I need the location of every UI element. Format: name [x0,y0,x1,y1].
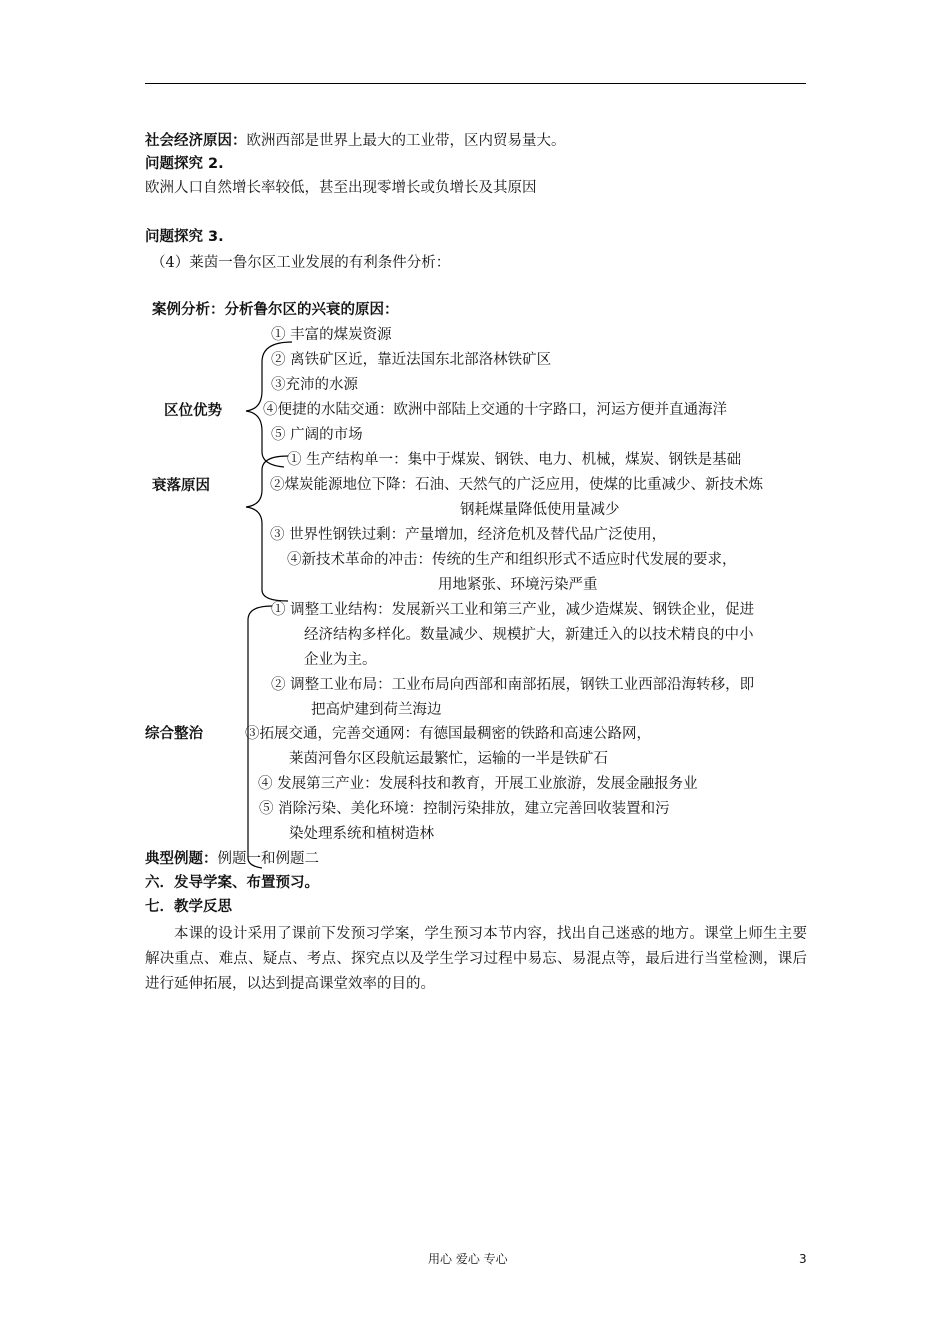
location-item: ③充沛的水源 [271,377,358,393]
governance-item: ③拓展交通，完善交通网：有德国最稠密的铁路和高速公路网， [245,726,651,742]
section-6-heading: 六．发导学案、布置预习。 [145,875,319,891]
q2-title: 问题探究 2. [145,156,224,172]
decline-item: 用地紧张、环境污染严重 [438,577,598,593]
q3-title: 问题探究 3. [145,229,224,245]
governance-item: ⑤ 消除污染、美化环境：控制污染排放，建立完善回收装置和污 [259,801,670,817]
decline-label: 衰落原因 [152,478,210,494]
reflection-paragraph: 本课的设计采用了课前下发预习学案，学生预习本节内容，找出自己迷惑的地方。课堂上师生主要解决重点、难点、疑点、考点、探究点以及学生学习过程中易忘、易混点等，最后进行当堂检测，课后进行延伸拓展，以达到提高课堂效率的目的。 [145,926,807,992]
decline-item: ① 生产结构单一：集中于煤炭、钢铁、电力、机械，煤炭、钢铁是基础 [287,452,742,468]
page-number: 3 [799,1252,807,1266]
examples-line [145,849,319,869]
decline-item: ②煤炭能源地位下降：石油、天然气的广泛应用，使煤的比重减少、新技术炼 [270,477,763,493]
location-item: ⑤ 广阔的市场 [271,427,363,443]
case-title: 案例分析：分析鲁尔区的兴衰的原因： [152,302,399,318]
governance-item: 莱茵河鲁尔区段航运最繁忙，运输的一半是铁矿石 [289,751,608,767]
q2-text: 欧洲人口自然增长率较低，甚至出现零增长或负增长及其原因 [145,180,537,196]
decline-item: ③ 世界性钢铁过剩：产量增加，经济危机及替代品广泛使用， [270,527,667,543]
location-item: ① 丰富的煤炭资源 [271,327,392,343]
decline-item: ④新技术革命的冲击：传统的生产和组织形式不适应时代发展的要求， [287,552,737,568]
socio-label: 社会经济原因： [145,133,247,149]
governance-item: ④ 发展第三产业：发展科技和教育，开展工业旅游，发展金融报务业 [258,776,698,792]
governance-item: 染处理系统和植树造林 [289,826,434,842]
examples-label: 典型例题： [145,851,218,867]
governance-item: ① 调整工业结构：发展新兴工业和第三产业，减少造煤炭、钢铁企业，促进 [271,602,755,618]
q3-item4: （4）莱茵一鲁尔区工业发展的有利条件分析： [151,255,451,271]
governance-item: ② 调整工业布局：工业布局向西部和南部拓展，钢铁工业西部沿海转移，即 [271,677,755,693]
location-item: ④便捷的水陆交通：欧洲中部陆上交通的十字路口，河运方便并直通海洋 [263,402,727,418]
socio-line [145,131,566,151]
decline-item: 钢耗煤量降低使用量减少 [460,502,620,518]
governance-label: 综合整治 [145,726,203,742]
location-label: 区位优势 [164,403,222,419]
governance-item: 经济结构多样化。数量减少、规模扩大，新建迁入的以技术精良的中小 [304,627,754,643]
governance-item: 把高炉建到荷兰海边 [311,702,442,718]
examples-text: 例题一和例题二 [217,851,319,867]
location-item: ② 离铁矿区近，靠近法国东北部洛林铁矿区 [271,352,552,368]
governance-item: 企业为主。 [304,652,377,668]
footer-motto: 用心 爱心 专心 [428,1252,508,1266]
section-7-heading: 七．教学反思 [145,899,232,915]
socio-text: 欧洲西部是世界上最大的工业带，区内贸易量大。 [246,133,566,149]
